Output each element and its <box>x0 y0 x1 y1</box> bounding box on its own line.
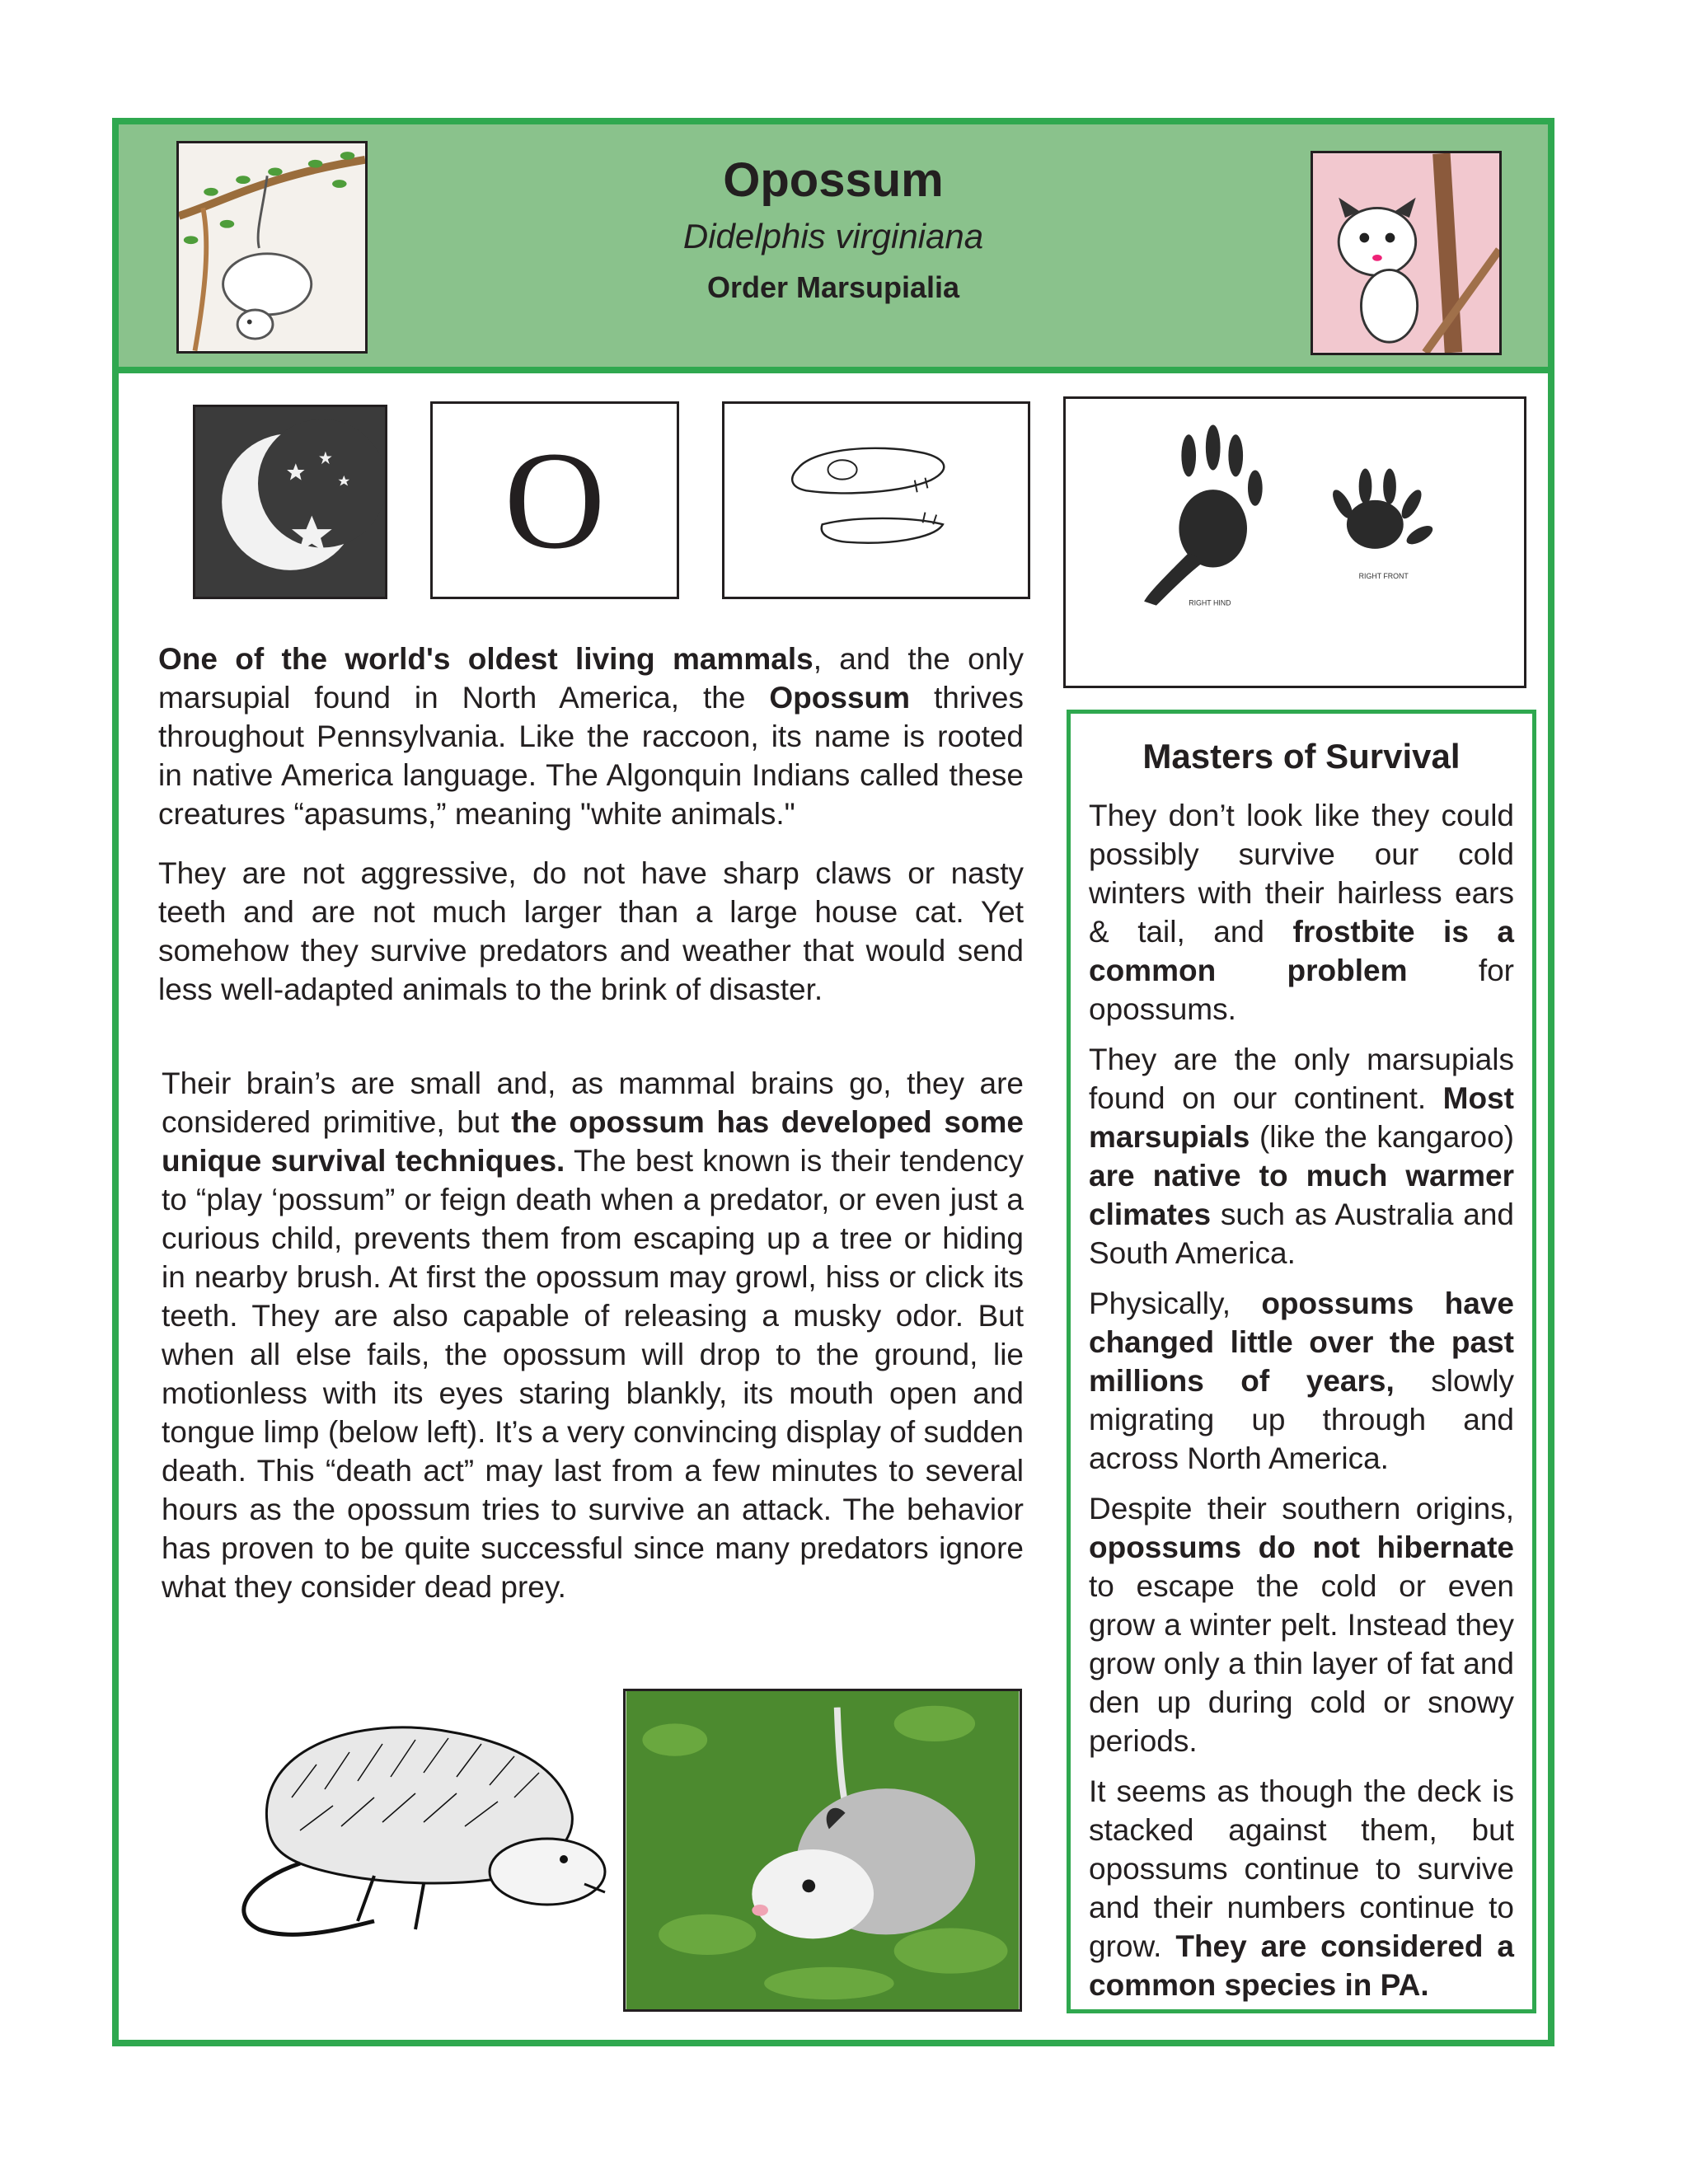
sidebar-paragraph-5: It seems as though the deck is stacked against them, but opossums continue to survive and their numbers continue to grow. They are considered a common species in PA. <box>1089 1774 1514 2002</box>
sidebar-paragraph-4: Despite their southern origins, opossums do not hibernate to escape the cold or even grow a winter pelt. Instead they grow only a thin layer of fat and den up during cold or snowy periods. <box>1089 1492 1514 1758</box>
moon-and-stars-icon <box>195 407 385 597</box>
behavior-paragraph: They are not aggressive, do not have sharp claws or nasty teeth and are not much larger than a large house cat. Yet somehow they survive predators and weather that would send less well-adapted animals to the brink of disaster. <box>158 856 1024 1006</box>
footprint-tracks-drawing <box>1066 399 1524 686</box>
sidebar-text <box>1089 796 1514 2016</box>
skull-drawing <box>724 404 1028 597</box>
sidebar-title: Masters of Survival <box>1142 737 1461 776</box>
opossum-face-drawing <box>1311 151 1502 355</box>
letter-card <box>430 401 679 599</box>
track-label-front: RIGHT FRONT <box>1358 572 1409 581</box>
sidebar-paragraph-2: They are the only marsupials found on our continent. Most marsupials (like the kangaroo) are native to much warmer climates such as Australia and South America. <box>1089 1043 1514 1270</box>
opossum-photo <box>623 1689 1022 2012</box>
playing-dead-drawing <box>176 1682 671 1962</box>
skull-card <box>722 401 1030 599</box>
track-label-hind: RIGHT HIND <box>1189 598 1231 607</box>
header-band <box>119 124 1548 373</box>
letter-o: O <box>504 423 606 578</box>
page-frame <box>112 118 1554 2046</box>
night-card <box>193 405 387 599</box>
sidebar-paragraph-1: They don’t look like they could possibly survive our cold winters with their hairless ears & tail, and frostbite is a common problem for opossums. <box>1089 799 1514 1026</box>
survival-paragraph: Their brain’s are small and, as mammal brains go, they are considered primitive, but the opossum has developed some unique survival techniques. The best known is their tendency to “play ‘possum” or feign death when a predator, or even just a curious child, prevents them from escaping up a tree or hiding in nearby brush. At first the opossum may growl, hiss or click its teeth. They are also capable of releasing a musky odor. But when all else fails, the opossum will drop to the ground, lie motionless with its eyes staring blankly, its mouth open and tongue limp (below left). It’s a very convincing display of sudden death. This “death act” may last from a few minutes to several hours as the opossum tries to survive an attack. The behavior has proven to be quite successful since many predators ignore what they consider dead prey. <box>162 1066 1024 1604</box>
page-title: Opossum <box>723 153 944 207</box>
scientific-name: Didelphis virginiana <box>682 217 984 255</box>
order-name: Order Marsupialia <box>706 270 960 304</box>
intro-paragraph: One of the world's oldest living mammals, and the only marsupial found in North America, the Opossum thrives throughout Pennsylvania. Like the raccoon, its name is rooted in native America language. The Algonquin Indians called these creatures “apasums,” meaning "white animals." <box>158 642 1024 831</box>
sidebar-paragraph-3: Physically, opossums have changed little over the past millions of years, slowly migrating up through and across North America. <box>1089 1286 1514 1475</box>
masters-of-survival-box <box>1067 710 1536 2013</box>
tracks-card <box>1063 396 1526 688</box>
